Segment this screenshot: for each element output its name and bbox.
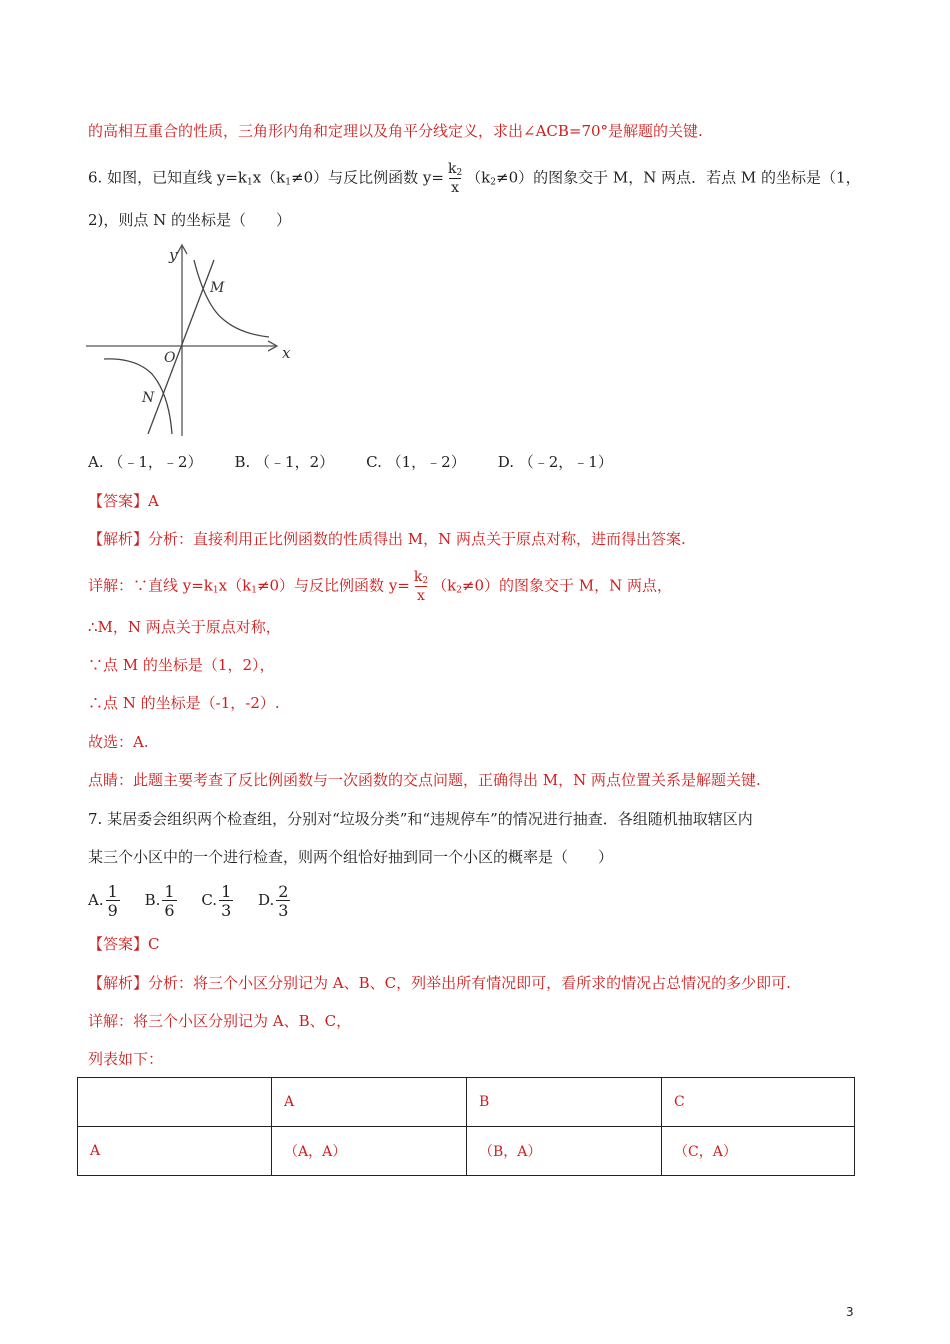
q6-analysis: 【解析】分析：直接利用正比例函数的性质得出 M，N 两点关于原点对称，进而得出答案. bbox=[88, 530, 686, 548]
q7-table-intro: 列表如下： bbox=[88, 1050, 164, 1068]
table-cell: （B，A） bbox=[467, 1127, 662, 1176]
table-cell: C bbox=[662, 1078, 855, 1127]
linear-function-line bbox=[148, 260, 214, 434]
q7-stem-line1: 7. 某居委会组织两个检查组，分别对“垃圾分类”和“违规停车”的情况进行抽查．各组随机抽取辖区内 bbox=[88, 810, 753, 828]
intro-text: 的高相互重合的性质，三角形内角和定理以及角平分线定义，求出∠ACB=70°是解题的关键. bbox=[88, 122, 703, 140]
q6-step: ∴点 N 的坐标是（-1，-2）. bbox=[88, 694, 280, 712]
point-n-label: N bbox=[142, 390, 155, 406]
q7-option-b: B. $\frac{1}{6}$ bbox=[144, 881, 175, 920]
y-axis-label: y bbox=[169, 246, 178, 264]
page-number: 3 bbox=[846, 1305, 854, 1319]
q6-step: ∵点 M 的坐标是（1，2）， bbox=[88, 656, 275, 674]
table-row bbox=[78, 1078, 855, 1127]
q6-option-c: C. （1，﹣2） bbox=[366, 453, 466, 471]
point-m-label: M bbox=[210, 280, 225, 296]
q7-option-d: D. $\frac{2}{3}$ bbox=[258, 881, 289, 920]
q7-option-c: C. $\frac{1}{3}$ bbox=[201, 881, 232, 920]
q6-step: 故选：A. bbox=[88, 733, 149, 751]
hyperbola-branch-q1 bbox=[194, 260, 269, 337]
x-axis-label: x bbox=[282, 344, 291, 362]
q6-stem-line1: 6. 如图，已知直线 $y=k_1x(k_1\ne 0)$与反比例函数 y= $\frac{k_2}{x}$ $(k_2\ne 0)$的图象交于 M，N 两点．若点 M 的坐标是（1， bbox=[88, 161, 861, 196]
q6-comment: 点睛：此题主要考查了反比例函数与一次函数的交点问题，正确得出 M，N 两点位置关系是解题关键. bbox=[88, 771, 761, 789]
q6-option-a: A. （﹣1，﹣2） bbox=[88, 453, 203, 471]
q6-step: ∴M，N 两点关于原点对称， bbox=[88, 618, 281, 636]
q7-option-a: A. $\frac{1}{9}$ bbox=[88, 881, 118, 920]
q6-options bbox=[88, 452, 645, 472]
table-cell: A bbox=[78, 1127, 272, 1176]
table-cell bbox=[78, 1078, 272, 1127]
q7-answer: 【答案】C bbox=[88, 935, 160, 953]
q6-option-d: D. （﹣2，﹣1） bbox=[497, 453, 613, 471]
q7-detail: 详解：将三个小区分别记为 A、B、C， bbox=[88, 1012, 352, 1030]
q7-analysis: 【解析】分析：将三个小区分别记为 A、B、C，列举出所有情况即可，看所求的情况占总情况的多少即可. bbox=[88, 974, 791, 992]
q6-graph bbox=[86, 238, 296, 438]
q6-detail-fraction: $\frac{k_2}{x}$ bbox=[413, 569, 429, 604]
table-row bbox=[78, 1127, 855, 1176]
q6-detail: 详解：∵直线 $y=k_1x(k_1\ne 0)$与反比例函数 y= $\frac{k_2}{x}$ $(k_2\ne 0)$的图象交于 M，N 两点， bbox=[88, 569, 673, 604]
table-cell: B bbox=[467, 1078, 662, 1127]
q6-fraction: $\frac{k_2}{x}$ bbox=[447, 161, 463, 196]
q6-answer: 【答案】A bbox=[88, 492, 159, 510]
table-cell: A bbox=[272, 1078, 467, 1127]
table-cell: （C，A） bbox=[662, 1127, 855, 1176]
q6-option-b: B. （﹣1，2） bbox=[234, 453, 335, 471]
table-cell: （A，A） bbox=[272, 1127, 467, 1176]
q7-options bbox=[88, 878, 292, 922]
q6-stem-line2: 2)，则点 N 的坐标是（ ） bbox=[88, 211, 292, 229]
q7-table bbox=[77, 1077, 855, 1176]
origin-label: O bbox=[164, 350, 176, 366]
q7-stem-line2: 某三个小区中的一个进行检查，则两个组恰好抽到同一个小区的概率是（ ） bbox=[88, 848, 614, 866]
